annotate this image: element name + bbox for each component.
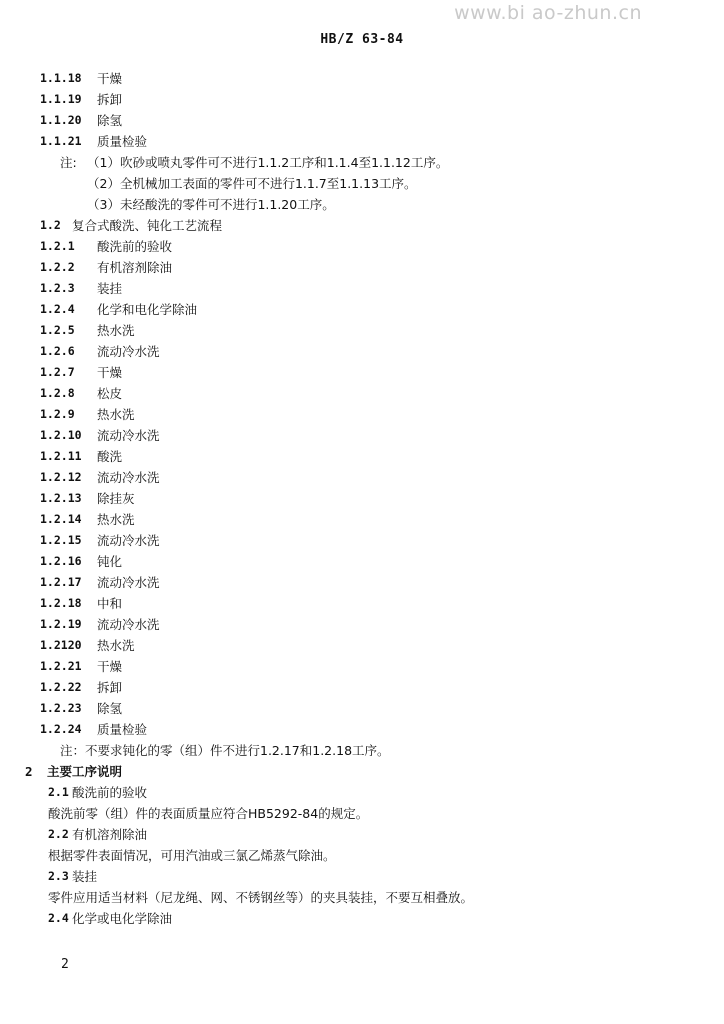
subsection-heading [0, 866, 724, 887]
note-text: （1）吹砂或喷丸零件可不进行1.1.2工序和1.1.4至1.1.12工序。 [87, 155, 449, 170]
step-text: 流动冷水洗 [97, 575, 160, 590]
step-number: 1.2.1 [40, 239, 75, 253]
step-text: 热水洗 [97, 638, 135, 653]
step-number: 1.2.16 [40, 554, 82, 568]
paragraph [0, 845, 724, 866]
step-text: 流动冷水洗 [97, 617, 160, 632]
list-item [0, 719, 724, 740]
list-item [0, 698, 724, 719]
section-title: 复合式酸洗、钝化工艺流程 [72, 218, 223, 233]
list-item [0, 467, 724, 488]
list-item [0, 320, 724, 341]
step-text: 中和 [97, 596, 123, 611]
step-number: 1.2.6 [40, 344, 75, 358]
step-text: 酸洗前的验收 [97, 239, 173, 254]
document-body [0, 68, 724, 929]
step-number: 1.2.24 [40, 722, 82, 736]
list-item [0, 362, 724, 383]
note-line [0, 194, 724, 215]
step-text: 拆卸 [97, 92, 123, 107]
paragraph [0, 803, 724, 824]
step-number: 1.2.11 [40, 449, 82, 463]
list-item [0, 530, 724, 551]
step-number: 1.2.10 [40, 428, 82, 442]
section-heading [0, 215, 724, 236]
step-number: 1.2.2 [40, 260, 75, 274]
step-number: 1.2.3 [40, 281, 75, 295]
step-number: 1.1.21 [40, 134, 82, 148]
list-item [0, 509, 724, 530]
paragraph-text: 根据零件表面情况，可用汽油或三氯乙烯蒸气除油。 [48, 848, 336, 863]
step-number: 1.2.17 [40, 575, 82, 589]
paragraph-text: 零件应用适当材料（尼龙绳、网、不锈钢丝等）的夹具装挂，不要互相叠放。 [48, 890, 474, 905]
list-item [0, 383, 724, 404]
note-line [0, 152, 724, 173]
step-text: 化学和电化学除油 [97, 302, 198, 317]
subsection-title: 酸洗前的验收 [72, 785, 148, 800]
step-text: 热水洗 [97, 323, 135, 338]
step-number: 1.2.19 [40, 617, 82, 631]
section-title: 主要工序说明 [47, 764, 123, 779]
subsection-heading [0, 782, 724, 803]
note-text: （2）全机械加工表面的零件可不进行1.1.7至1.1.13工序。 [87, 176, 417, 191]
step-text: 松皮 [97, 386, 123, 401]
step-number: 1.2.18 [40, 596, 82, 610]
subsection-title: 有机溶剂除油 [72, 827, 148, 842]
section-number: 2 [25, 764, 33, 779]
list-item [0, 278, 724, 299]
step-text: 除氢 [97, 701, 123, 716]
list-item [0, 677, 724, 698]
section-heading [0, 761, 724, 782]
step-number: 1.2.9 [40, 407, 75, 421]
subsection-number: 2.4 [48, 911, 69, 925]
list-item [0, 89, 724, 110]
list-item [0, 404, 724, 425]
list-item [0, 488, 724, 509]
note-text: （3）未经酸洗的零件可不进行1.1.20工序。 [87, 197, 335, 212]
step-number: 1.2.14 [40, 512, 82, 526]
paragraph [0, 887, 724, 908]
list-item [0, 425, 724, 446]
step-text: 流动冷水洗 [97, 533, 160, 548]
step-text: 除挂灰 [97, 491, 135, 506]
list-item [0, 299, 724, 320]
step-text: 干燥 [97, 365, 123, 380]
subsection-heading [0, 824, 724, 845]
list-item [0, 614, 724, 635]
list-item [0, 68, 724, 89]
step-text: 流动冷水洗 [97, 470, 160, 485]
note-text: 注：不要求钝化的零（组）件不进行1.2.17和1.2.18工序。 [60, 743, 390, 758]
list-item [0, 131, 724, 152]
step-number: 1.1.18 [40, 71, 82, 85]
note-line [0, 740, 724, 761]
note-line [0, 173, 724, 194]
step-number: 1.2.13 [40, 491, 82, 505]
step-text: 流动冷水洗 [97, 428, 160, 443]
subsection-heading [0, 908, 724, 929]
list-item [0, 572, 724, 593]
step-text: 有机溶剂除油 [97, 260, 173, 275]
watermark: www.bi ao-zhun.cn [454, 2, 642, 24]
list-item [0, 257, 724, 278]
subsection-number: 2.3 [48, 869, 69, 883]
step-text: 热水洗 [97, 407, 135, 422]
step-text: 除氢 [97, 113, 123, 128]
step-number: 1.2.23 [40, 701, 82, 715]
list-item [0, 656, 724, 677]
step-number: 1.1.20 [40, 113, 82, 127]
subsection-title: 装挂 [72, 869, 98, 884]
step-text: 拆卸 [97, 680, 123, 695]
step-text: 酸洗 [97, 449, 123, 464]
subsection-number: 2.2 [48, 827, 69, 841]
note-label: 注: [60, 155, 77, 170]
step-text: 流动冷水洗 [97, 344, 160, 359]
document-header: HB/Z 63-84 [320, 32, 404, 47]
step-text: 干燥 [97, 659, 123, 674]
step-number: 1.2.8 [40, 386, 75, 400]
list-item [0, 551, 724, 572]
step-number: 1.2.5 [40, 323, 75, 337]
step-text: 钝化 [97, 554, 123, 569]
step-number: 1.2120 [40, 638, 82, 652]
step-text: 质量检验 [97, 134, 148, 149]
list-item [0, 341, 724, 362]
step-number: 1.2.7 [40, 365, 75, 379]
step-number: 1.1.19 [40, 92, 82, 106]
list-item [0, 635, 724, 656]
subsection-title: 化学或电化学除油 [72, 911, 173, 926]
step-text: 干燥 [97, 71, 123, 86]
step-text: 装挂 [97, 281, 123, 296]
list-item [0, 236, 724, 257]
paragraph-text: 酸洗前零（组）件的表面质量应符合HB5292-84的规定。 [48, 806, 369, 821]
step-number: 1.2.12 [40, 470, 82, 484]
list-item [0, 110, 724, 131]
step-text: 质量检验 [97, 722, 148, 737]
section-number: 1.2 [40, 218, 61, 232]
step-number: 1.2.22 [40, 680, 82, 694]
subsection-number: 2.1 [48, 785, 69, 799]
step-number: 1.2.15 [40, 533, 82, 547]
step-number: 1.2.21 [40, 659, 82, 673]
step-text: 热水洗 [97, 512, 135, 527]
page-number: 2 [61, 957, 69, 972]
list-item [0, 593, 724, 614]
list-item [0, 446, 724, 467]
step-number: 1.2.4 [40, 302, 75, 316]
